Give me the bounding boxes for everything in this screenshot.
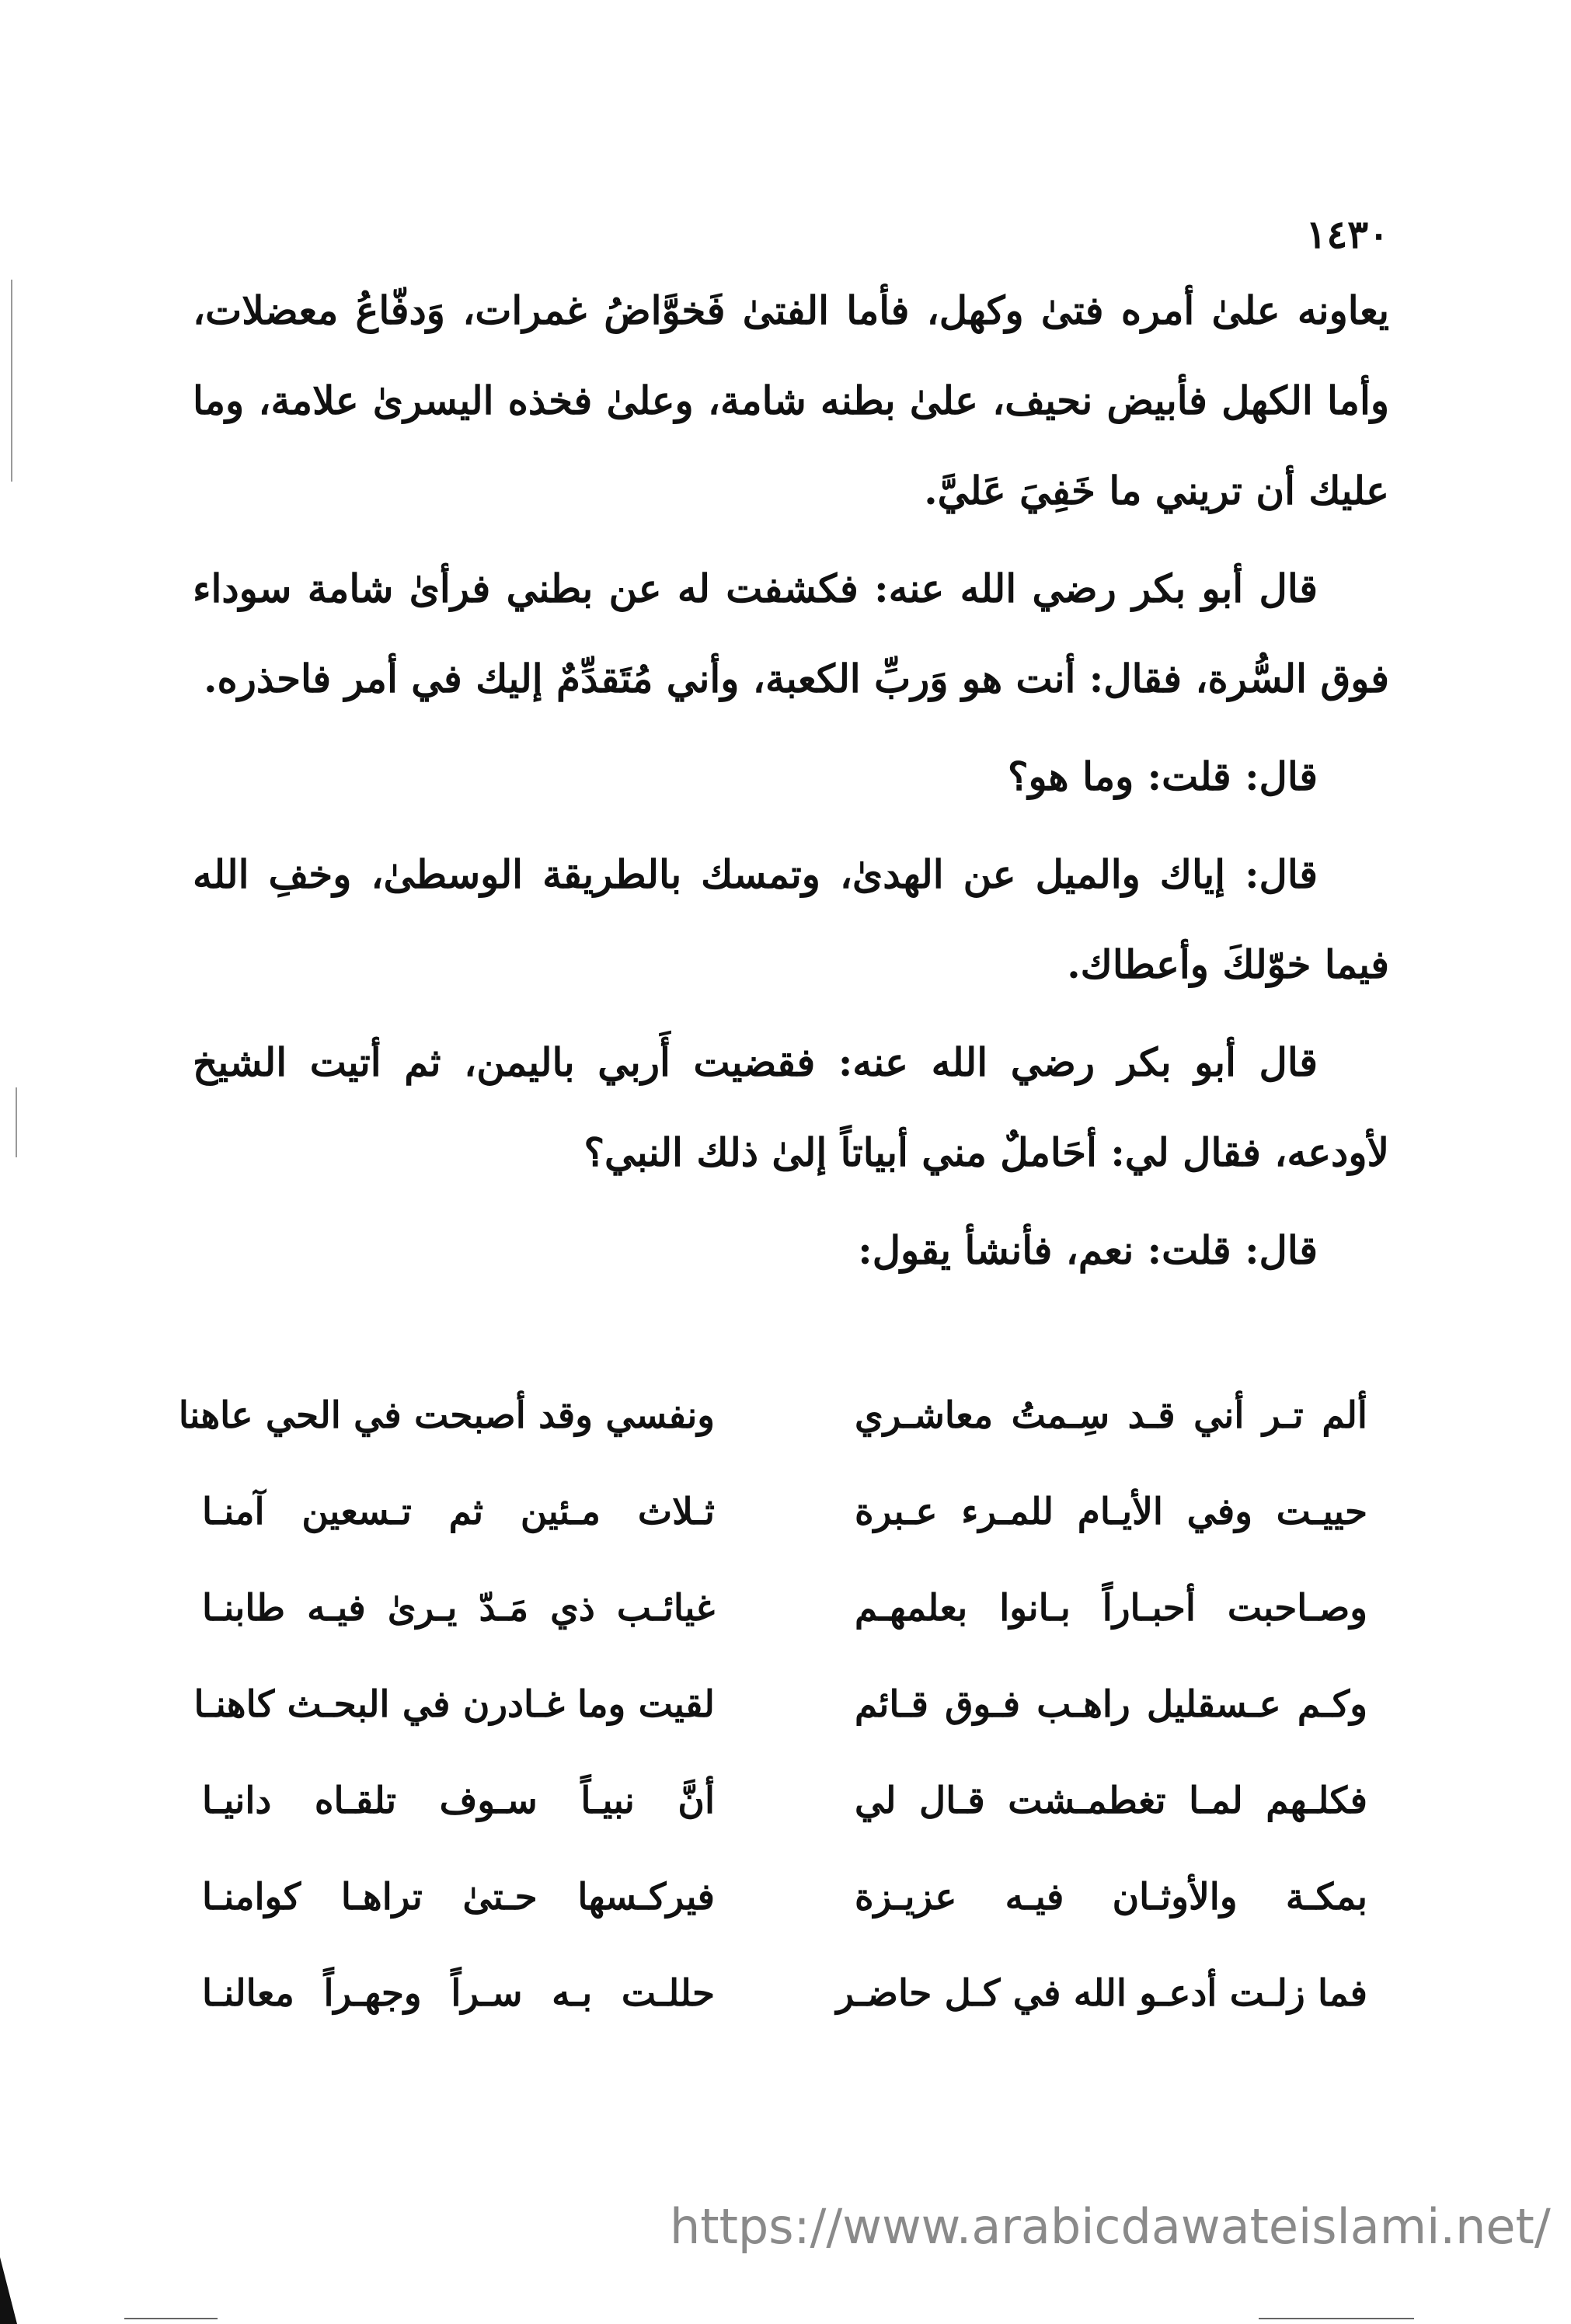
verse-second-hemistich: ثـلاث مـئين ثم تـسعين آمنـا: [202, 1490, 715, 1533]
paragraph-1: يعاونه علىٰ أمره فتىٰ وكهل، فأما الفتىٰ فَخوَّاضُ غمرات، وَدفّاعُ معضلات، وأما الكهل فأبيض نحيف، علىٰ بطنه شامة، وعلىٰ فخذه اليسرىٰ علامة، وما عليك أن تريني ما خَفِيَ عَليَّ.: [193, 287, 1389, 513]
verse-second-hemistich: ونفسي وقد أصبحت في الحي عاهنا: [178, 1393, 715, 1437]
verse-first-hemistich: حييـت وفي الأيـام للمـرء عـبرة: [855, 1490, 1367, 1533]
verse-second-hemistich: غيائـب ذي مَـدّ يـرىٰ فيـه طابنـا: [202, 1586, 715, 1630]
verse-second-hemistich: فيركـسها حـتىٰ تراهـا كوامنـا: [202, 1875, 715, 1919]
verse-second-hemistich: لقيت وما غـادرن في البحـث كاهنـا: [193, 1682, 715, 1726]
scan-margin-mark: [11, 280, 12, 482]
paragraph-3: قال: قلت: وما هو؟: [1007, 753, 1318, 799]
paragraph-6: قال: قلت: نعم، فأنشأ يقول:: [858, 1227, 1318, 1273]
verse-first-hemistich: وصـاحبت أحبـاراً بـانوا بعلمهـم: [855, 1586, 1367, 1630]
scan-edge-line: [124, 2318, 218, 2319]
scan-edge-line: [1259, 2318, 1414, 2319]
page-number: ١٤٣٠: [1305, 211, 1389, 257]
verse-second-hemistich: حللـت بـه سـراً وجهـراً معالنـا: [202, 1971, 715, 2015]
verse-first-hemistich: بمكـة والأوثـان فيـه عزيـزة: [855, 1875, 1367, 1919]
verse-row: [202, 1560, 1367, 1656]
verse-first-hemistich: وكـم عـسقليل راهـب فـوق قـائم: [855, 1682, 1367, 1726]
verse-row: [193, 1656, 1367, 1752]
verse-second-hemistich: أنَّ نبيـاً سـوف تلقـاه دانيـا: [202, 1779, 715, 1822]
watermark-url: https://www.arabicdawateislami.net/: [670, 2198, 1551, 2255]
verse-first-hemistich: فما زلـت أدعـو الله في كـل حاضـر: [836, 1971, 1367, 2015]
verse-row: [202, 1752, 1367, 1849]
poem-verses: [178, 1367, 1367, 2041]
verse-first-hemistich: ألم تـر أني قـد سِـمتُ معاشـري: [855, 1393, 1367, 1437]
paragraph-5: قال أبو بكر رضي الله عنه: فقضيت أَربي باليمن، ثم أتيت الشيخ لأودعه، فقال لي: أحَاملٌ مني أبياتاً إلىٰ ذلك النبي؟: [193, 1039, 1389, 1175]
verse-row: [178, 1367, 1367, 1463]
paragraph-2: قال أبو بكر رضي الله عنه: فكشفت له عن بطني فرأىٰ شامة سوداء فوق السُّرة، فقال: أنت هو وَربِّ الكعبة، وأني مُتَقدِّمٌ إليك في أمر فاحذره.: [193, 565, 1389, 701]
verse-row: [202, 1849, 1367, 1945]
paragraph-4: قال: إياك والميل عن الهدىٰ، وتمسك بالطريقة الوسطىٰ، وخفِ الله فيما خوّلكَ وأعطاك.: [193, 851, 1389, 987]
scan-corner-mark: [0, 2257, 17, 2324]
verse-row: [202, 1463, 1367, 1560]
verse-row: [202, 1945, 1367, 2041]
verse-first-hemistich: فكلـهم لمـا تغطمـشت قـال لي: [855, 1779, 1367, 1822]
scan-margin-mark: [16, 1087, 17, 1157]
body-text: [193, 266, 1389, 1303]
